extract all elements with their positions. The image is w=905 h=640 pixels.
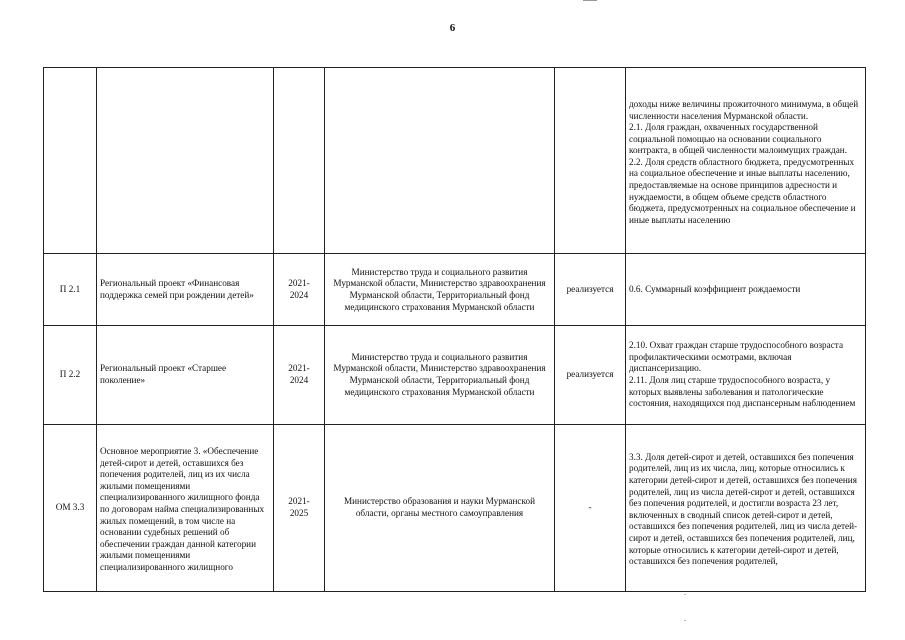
cell-name: [97, 68, 274, 254]
cell-code: П 2.1: [44, 254, 97, 326]
cell-responsible: Министерство труда и социального развития Мурманской области, Министерство здравоохранения Мурманской области, Территориальный фонд медицинского страхования Мурманской области: [325, 254, 555, 326]
cell-name: Региональный проект «Финансовая поддержка семей при рождении детей»: [97, 254, 274, 326]
cell-code: [44, 68, 97, 254]
cell-indicators: 3.3. Доля детей-сирот и детей, оставшихся без попечения родителей, лиц из их числа, лиц, которые относились к категории детей-сирот и детей, оставшихся без попечения родителей, лиц из числа детей-сирот и детей, оставшихся без попечения родителей, и достигли возраста 23 лет, включенных в сводный список детей-сирот и детей, оставшихся без попечения родителей, лиц из числа детей-сирот и детей, оставшихся без попечения родителей, лиц, которые относились к категории детей-сирот и детей, оставшихся без попечения родителей,: [626, 424, 866, 591]
cell-responsible: Министерство труда и социального развития Мурманской области, Министерство здравоохранения Мурманской области, Территориальный фонд медицинского страхования Мурманской области: [325, 326, 555, 424]
cell-code: ОМ 3.3: [44, 424, 97, 591]
cell-status: реализуется: [555, 254, 626, 326]
table-row: [44, 68, 866, 254]
cell-name: Региональный проект «Старшее поколение»: [97, 326, 274, 424]
cell-name: Основное мероприятие 3. «Обеспечение детей-сирот и детей, оставшихся без попечения родителей, лиц из их числа жилыми помещениями специализированного жилищного фонда по договорам найма специализированных жилых помещений, в том числе на основании судебных решений об обеспечении граждан данной категории жилыми помещениями специализированного жилищного: [97, 424, 274, 591]
cell-indicators: доходы ниже величины прожиточного минимума, в общей численности населения Мурманской области. 2.1. Доля граждан, охваченных государственной социальной помощью на основании социального контракта, в общей численности малоимущих граждан. 2.2. Доля средств областного бюджета, предусмотренных на социальное обеспечение и иные выплаты населению, предоставляемые на основе принципов адресности и нуждаемости, в общем объеме средств областного бюджета, предусмотренных на социальное обеспечение и иные выплаты населению: [626, 68, 866, 254]
table-row: [44, 424, 866, 591]
cell-period: [274, 68, 325, 254]
cell-period: 2021- 2024: [274, 326, 325, 424]
cell-indicators: 2.10. Охват граждан старше трудоспособного возраста профилактическими осмотрами, включая диспансеризацию. 2.11. Доля лиц старше трудоспособного возраста, у которых выявлены заболевания и патологические состояния, находящихся под диспансерным наблюдением: [626, 326, 866, 424]
cell-period: 2021- 2025: [274, 424, 325, 591]
table-row: [44, 254, 866, 326]
program-table: [43, 67, 866, 592]
cell-period: 2021- 2024: [274, 254, 325, 326]
cell-indicators: 0.6. Суммарный коэффициент рождаемости: [626, 254, 866, 326]
cell-status: [555, 68, 626, 254]
scan-artifact: [583, 0, 597, 1]
scan-artifact: [684, 594, 686, 595]
cell-status: реализуется: [555, 326, 626, 424]
table-row: [44, 326, 866, 424]
cell-responsible: Министерство образования и науки Мурманской области, органы местного самоуправления: [325, 424, 555, 591]
cell-code: П 2.2: [44, 326, 97, 424]
cell-status: -: [555, 424, 626, 591]
page-number: 6: [449, 22, 456, 34]
scan-artifact: [684, 620, 686, 621]
cell-responsible: [325, 68, 555, 254]
